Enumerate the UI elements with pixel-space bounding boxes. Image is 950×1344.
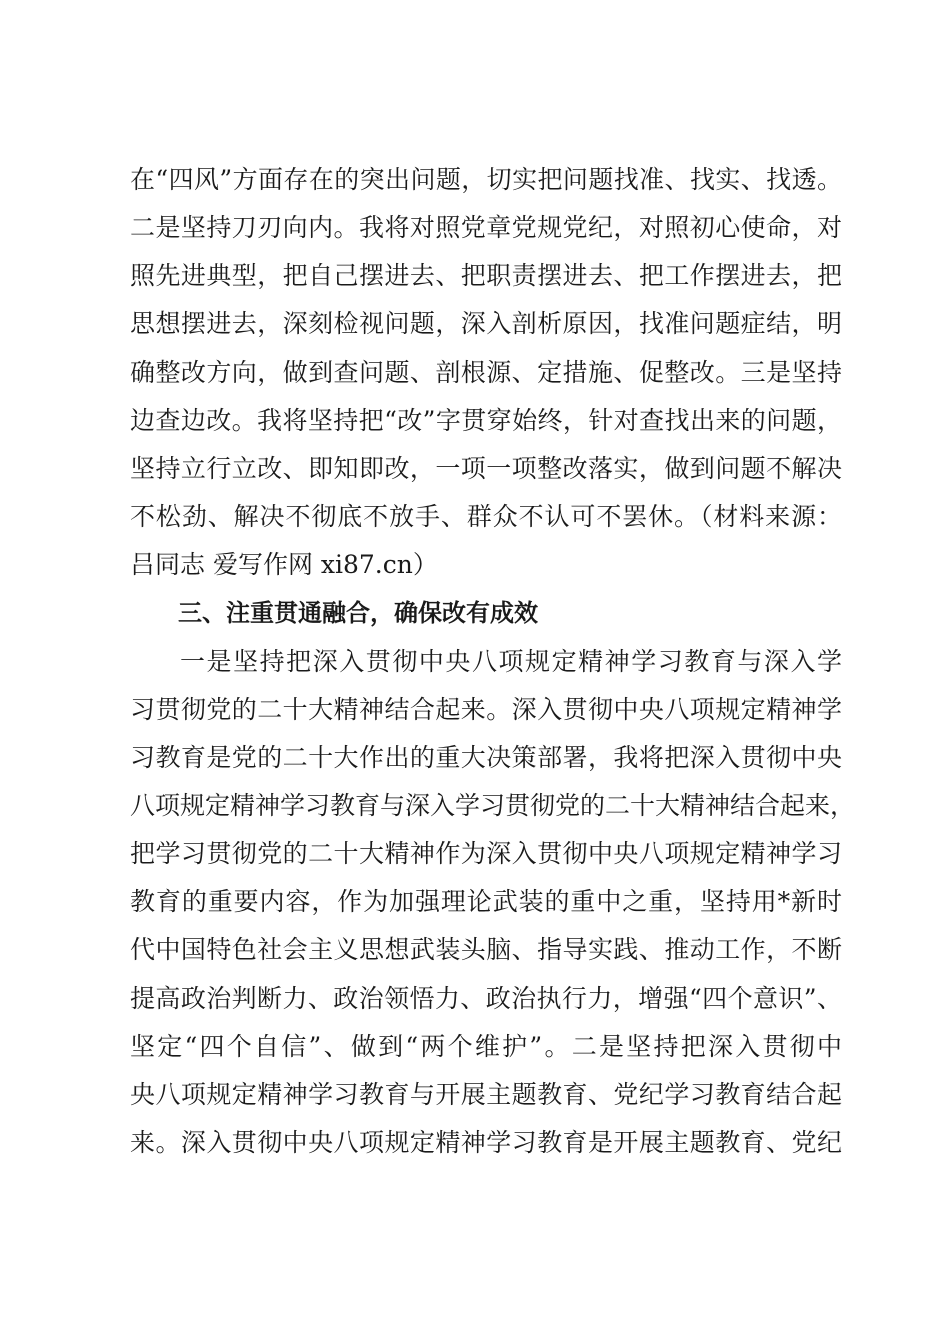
paragraph-line: 习贯彻党的二十大精神结合起来。深入贯彻中央八项规定精神学 xyxy=(130,695,842,724)
paragraph-line: 教育的重要内容，作为加强理论武装的重中之重，坚持用*新时 xyxy=(130,887,842,916)
paragraph-line: 不松劲、解决不彻底不放手、群众不认可不罢休。（材料来源： xyxy=(130,502,842,531)
paragraph-line: 坚持立行立改、即知即改，一项一项整改落实，做到问题不解决 xyxy=(130,454,842,483)
paragraph-line: 央八项规定精神学习教育与开展主题教育、党纪学习教育结合起 xyxy=(130,1080,842,1109)
section-heading: 三、注重贯通融合，确保改有成效 xyxy=(178,599,538,627)
paragraph-line: 习教育是党的二十大作出的重大决策部署，我将把深入贯彻中央 xyxy=(130,743,842,772)
paragraph-line: 思想摆进去，深刻检视问题，深入剖析原因，找准问题症结，明 xyxy=(130,309,842,338)
paragraph-line: 边查边改。我将坚持把“改”字贯穿始终，针对查找出来的问题， xyxy=(130,406,842,435)
paragraph-line: 代中国特色社会主义思想武装头脑、指导实践、推动工作，不断 xyxy=(130,935,842,964)
paragraph-line: 八项规定精神学习教育与深入学习贯彻党的二十大精神结合起来， xyxy=(130,791,856,820)
paragraph-line: 提高政治判断力、政治领悟力、政治执行力，增强“四个意识”、 xyxy=(130,984,842,1013)
paragraph-line: 坚定“四个自信”、做到“两个维护”。二是坚持把深入贯彻中 xyxy=(130,1032,842,1061)
paragraph-line: 吕同志 爱写作网 xi87.cn） xyxy=(130,550,438,579)
paragraph-line: 把学习贯彻党的二十大精神作为深入贯彻中央八项规定精神学习 xyxy=(130,839,842,868)
paragraph-line: 照先进典型，把自己摆进去、把职责摆进去、把工作摆进去，把 xyxy=(130,261,842,290)
paragraph-line: 确整改方向，做到查问题、剖根源、定措施、促整改。三是坚持 xyxy=(130,358,842,387)
paragraph-line: 二是坚持刀刃向内。我将对照党章党规党纪，对照初心使命，对 xyxy=(130,213,842,242)
paragraph-line: 来。深入贯彻中央八项规定精神学习教育是开展主题教育、党纪 xyxy=(130,1128,842,1157)
paragraph-line: 一是坚持把深入贯彻中央八项规定精神学习教育与深入学 xyxy=(180,647,842,676)
paragraph-line: 在“四风”方面存在的突出问题，切实把问题找准、找实、找透。 xyxy=(130,165,842,194)
